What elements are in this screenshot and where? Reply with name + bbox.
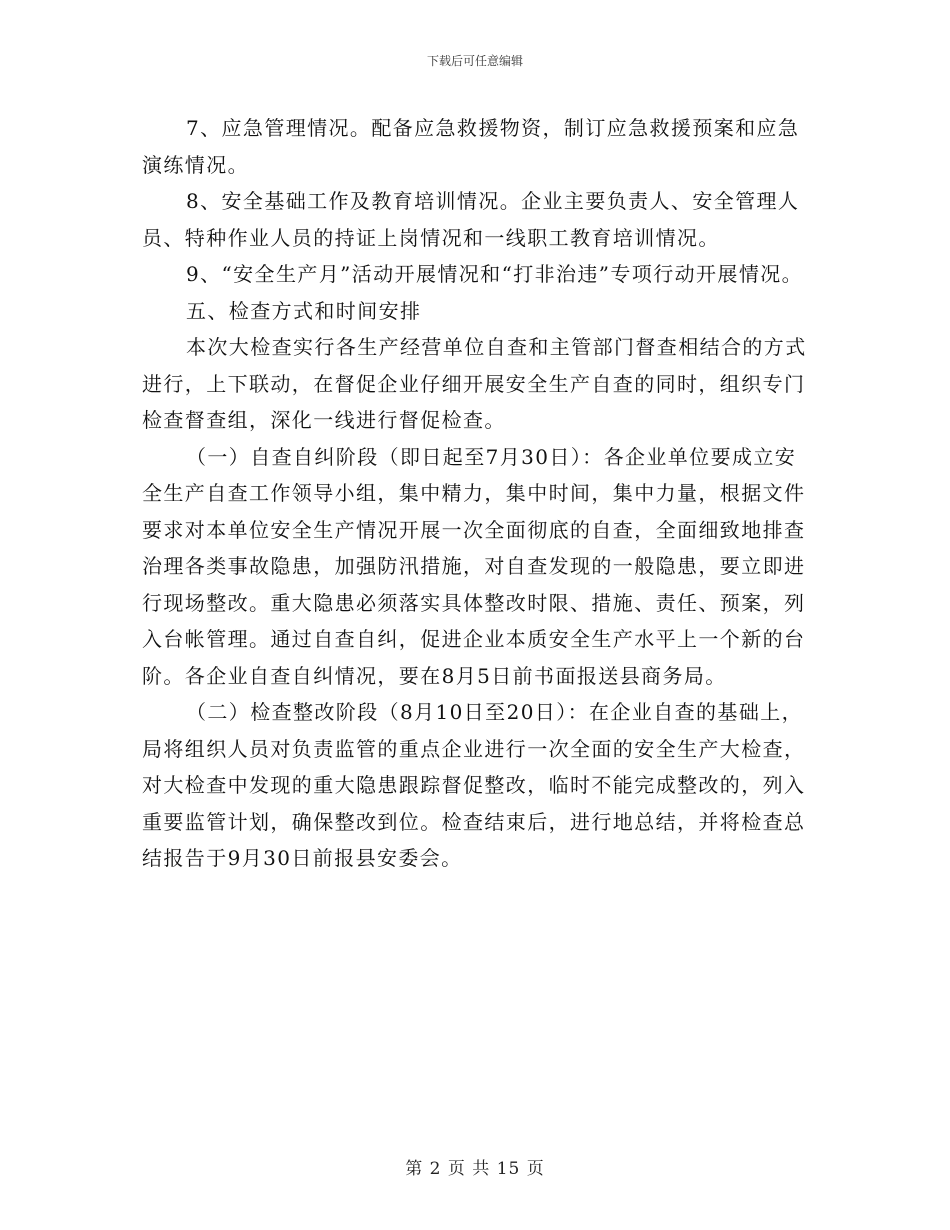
paragraph-inspection-overview: 本次大检查实行各生产经营单位自查和主管部门督查相结合的方式进行，上下联动，在督促企业仔细开展安全生产自查的同时，组织专门检查督查组，深化一线进行督促检查。 [142, 335, 807, 432]
page-number-footer: 第 2 页 共 15 页 [405, 1159, 545, 1179]
document-body [142, 110, 810, 877]
paragraph-safety-training: 8、安全基础工作及教育培训情况。企业主要负责人、安全管理人员、特种作业人员的持证上岗情况和一线职工教育培训情况。 [142, 189, 800, 250]
page-header-note: 下载后可任意编辑 [426, 54, 523, 68]
paragraph-emergency-management: 7、应急管理情况。配备应急救援物资，制订应急救援预案和应急演练情况。 [142, 116, 800, 177]
paragraph-safety-month: 9、“安全生产月”活动开展情况和“打非治违”专项行动开展情况。 [186, 262, 804, 286]
section-heading-inspection-method: 五、检查方式和时间安排 [186, 298, 422, 323]
paragraph-rectification-phase: （二）检查整改阶段（8月10日至20日）：在企业自查的基础上，局将组织人员对负责监管的重点企业进行一次全面的安全生产大检查，对大检查中发现的重大隐患跟踪督促整改，临时不能完成整改的，列入重要监管计划，确保整改到位。检查结束后，进行地总结，并将检查总结报告于9月30日前报县安委会。 [142, 700, 806, 870]
paragraph-self-inspection-phase: （一）自查自纠阶段（即日起至7月30日）：各企业单位要成立安全生产自查工作领导小组，集中精力，集中时间，集中力量，根据文件要求对本单位安全生产情况开展一次全面彻底的自查，全面细致地排查治理各类事故隐患，加强防汛措施，对自查发现的一般隐患，要立即进行现场整改。重大隐患必须落实具体整改时限、措施、责任、预案，列入台帐管理。通过自查自纠，促进企业本质安全生产水平上一个新的台阶。各企业自查自纠情况，要在8月5日前书面报送县商务局。 [142, 444, 806, 688]
